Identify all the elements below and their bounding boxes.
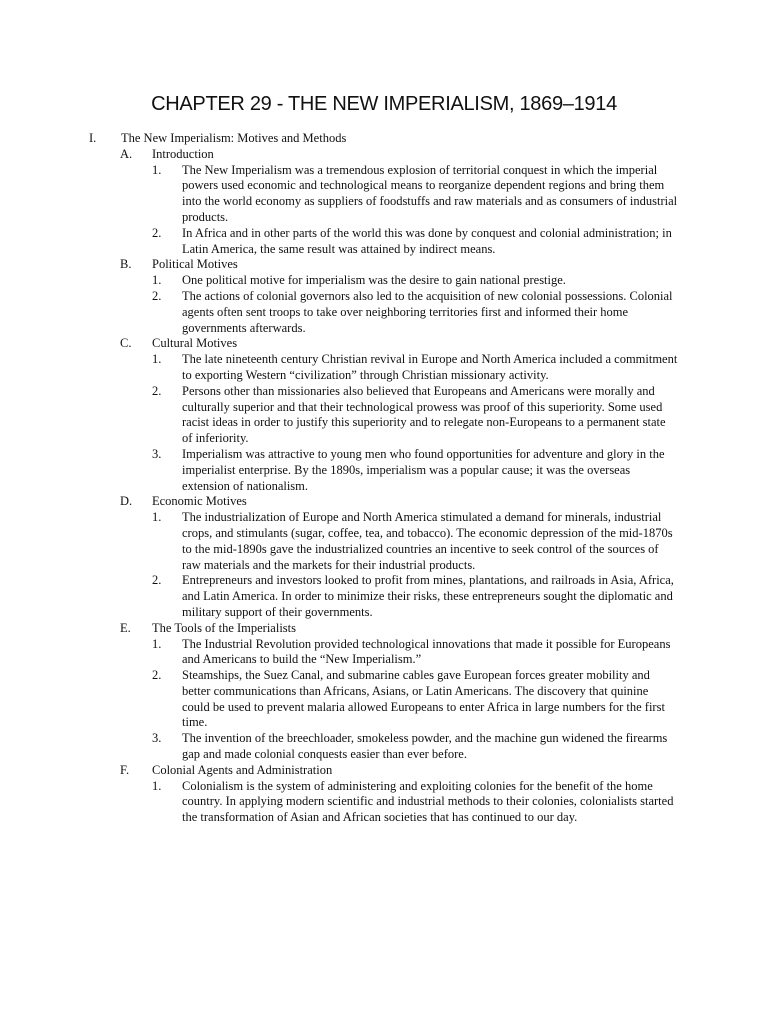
- subsection-heading: The Tools of the Imperialists: [152, 620, 297, 635]
- subsection-heading: Introduction: [152, 146, 214, 161]
- list-item: [89, 447, 709, 494]
- item-marker: 2.: [152, 288, 162, 303]
- item-text: Entrepreneurs and investors looked to profit from mines, plantations, and railroads in Asia, Africa, and Latin America. In order to minimize their risks, these entrepreneurs sought the diplomatic and military support of their governments.: [182, 573, 674, 619]
- subsection-heading-row: [89, 763, 709, 779]
- item-marker: 1.: [152, 162, 162, 177]
- item-text: The New Imperialism was a tremendous explosion of territorial conquest in which the imperial powers used economic and technological means to reorganize dependent regions and bring them into the world economy as suppliers of foodstuffs and raw materials and as consumers of industrial products.: [182, 162, 678, 224]
- subsection-heading-row: [89, 147, 709, 163]
- subsection-heading: Political Motives: [152, 257, 238, 272]
- item-marker: 1.: [152, 273, 162, 288]
- item-text: Persons other than missionaries also believed that Europeans and Americans were morally and culturally superior and that their technological prowess was proof of this superiority. Some used racist ideas in order to justify this superiority and to relegate non-Europeans to a permanent state of inferiority.: [182, 383, 666, 446]
- outline-section: [89, 131, 709, 147]
- subsection-marker: F.: [120, 762, 130, 777]
- item-text: Steamships, the Suez Canal, and submarine cables gave European forces greater mobility and better communications than Africans, Asians, or Latin Americans. The discovery that quinine could be used to prevent malaria allowed Europeans to enter Africa in large numbers for the first time.: [182, 668, 665, 730]
- subsection-heading-row: [89, 257, 709, 273]
- subsection-heading: Cultural Motives: [152, 336, 238, 351]
- item-marker: 3.: [152, 446, 162, 461]
- item-text: In Africa and in other parts of the world this was done by conquest and colonial administration; in Latin America, the same result was attained by indirect means.: [182, 225, 672, 256]
- subsection-marker: E.: [120, 620, 131, 635]
- subsection-marker: B.: [120, 257, 132, 272]
- list-item: [89, 510, 709, 573]
- subsection-heading-row: [89, 336, 709, 352]
- list-item: [89, 779, 709, 826]
- item-marker: 2.: [152, 573, 162, 588]
- section-heading: The New Imperialism: Motives and Methods: [121, 131, 347, 145]
- outline: [89, 131, 709, 826]
- item-marker: 1.: [152, 510, 162, 525]
- list-item: [89, 384, 709, 447]
- item-marker: 2.: [152, 668, 162, 683]
- item-marker: 2.: [152, 383, 162, 398]
- item-text: The Industrial Revolution provided technological innovations that made it possible for Europeans and Americans to build the “New Imperialism.”: [182, 636, 671, 667]
- item-marker: 1.: [152, 352, 162, 367]
- item-marker: 2.: [152, 225, 162, 240]
- subsection-marker: C.: [120, 336, 132, 351]
- subsection-heading: Economic Motives: [152, 494, 247, 509]
- item-text: Colonialism is the system of administering and exploiting colonies for the benefit of the home country. In applying modern scientific and industrial methods to their colonies, colonialists started the transformation of Asian and African societies that has continued to our day.: [182, 778, 674, 825]
- subsection-heading-row: [89, 621, 709, 637]
- chapter-title: CHAPTER 29 - THE NEW IMPERIALISM, 1869–1914: [151, 93, 617, 115]
- list-item: [89, 289, 709, 336]
- list-item: [89, 273, 709, 289]
- list-item: [89, 668, 709, 731]
- list-item: [89, 226, 709, 258]
- item-text: The invention of the breechloader, smokeless powder, and the machine gun widened the firearms gap and made colonial conquests easier than ever before.: [182, 731, 668, 762]
- subsection-heading-row: [89, 494, 709, 510]
- list-item: [89, 637, 709, 669]
- list-item: [89, 163, 709, 226]
- item-text: The late nineteenth century Christian revival in Europe and North America included a commitment to exporting Western “civilization” through Christian missionary activity.: [182, 352, 678, 382]
- item-marker: 3.: [152, 731, 162, 746]
- item-text: Imperialism was attractive to young men who found opportunities for adventure and glory in the imperialist enterprise. By the 1890s, imperialism was a popular cause; it was the overseas extension of nationalism.: [182, 446, 665, 493]
- item-marker: 1.: [152, 636, 162, 651]
- item-text: The industrialization of Europe and North America stimulated a demand for minerals, industrial crops, and stimulants (sugar, coffee, tea, and tobacco). The economic depression of the mid-1870s to the mid-1890s gave the industrialized countries an incentive to seek control of the sources of raw materials and the markets for their industrial products.: [182, 510, 673, 572]
- list-item: [89, 573, 709, 620]
- list-item: [89, 731, 709, 763]
- subsection-marker: A.: [120, 146, 133, 161]
- section-marker: I.: [89, 131, 97, 145]
- item-text: One political motive for imperialism was the desire to gain national prestige.: [182, 273, 566, 288]
- item-text: The actions of colonial governors also led to the acquisition of new colonial possessions. Colonial agents often sent troops to take over neighboring territories first and informed their home governments afterwards.: [182, 288, 673, 335]
- subsection-heading: Colonial Agents and Administration: [152, 762, 333, 777]
- subsection-marker: D.: [120, 494, 133, 509]
- list-item: [89, 352, 709, 384]
- item-marker: 1.: [152, 778, 162, 793]
